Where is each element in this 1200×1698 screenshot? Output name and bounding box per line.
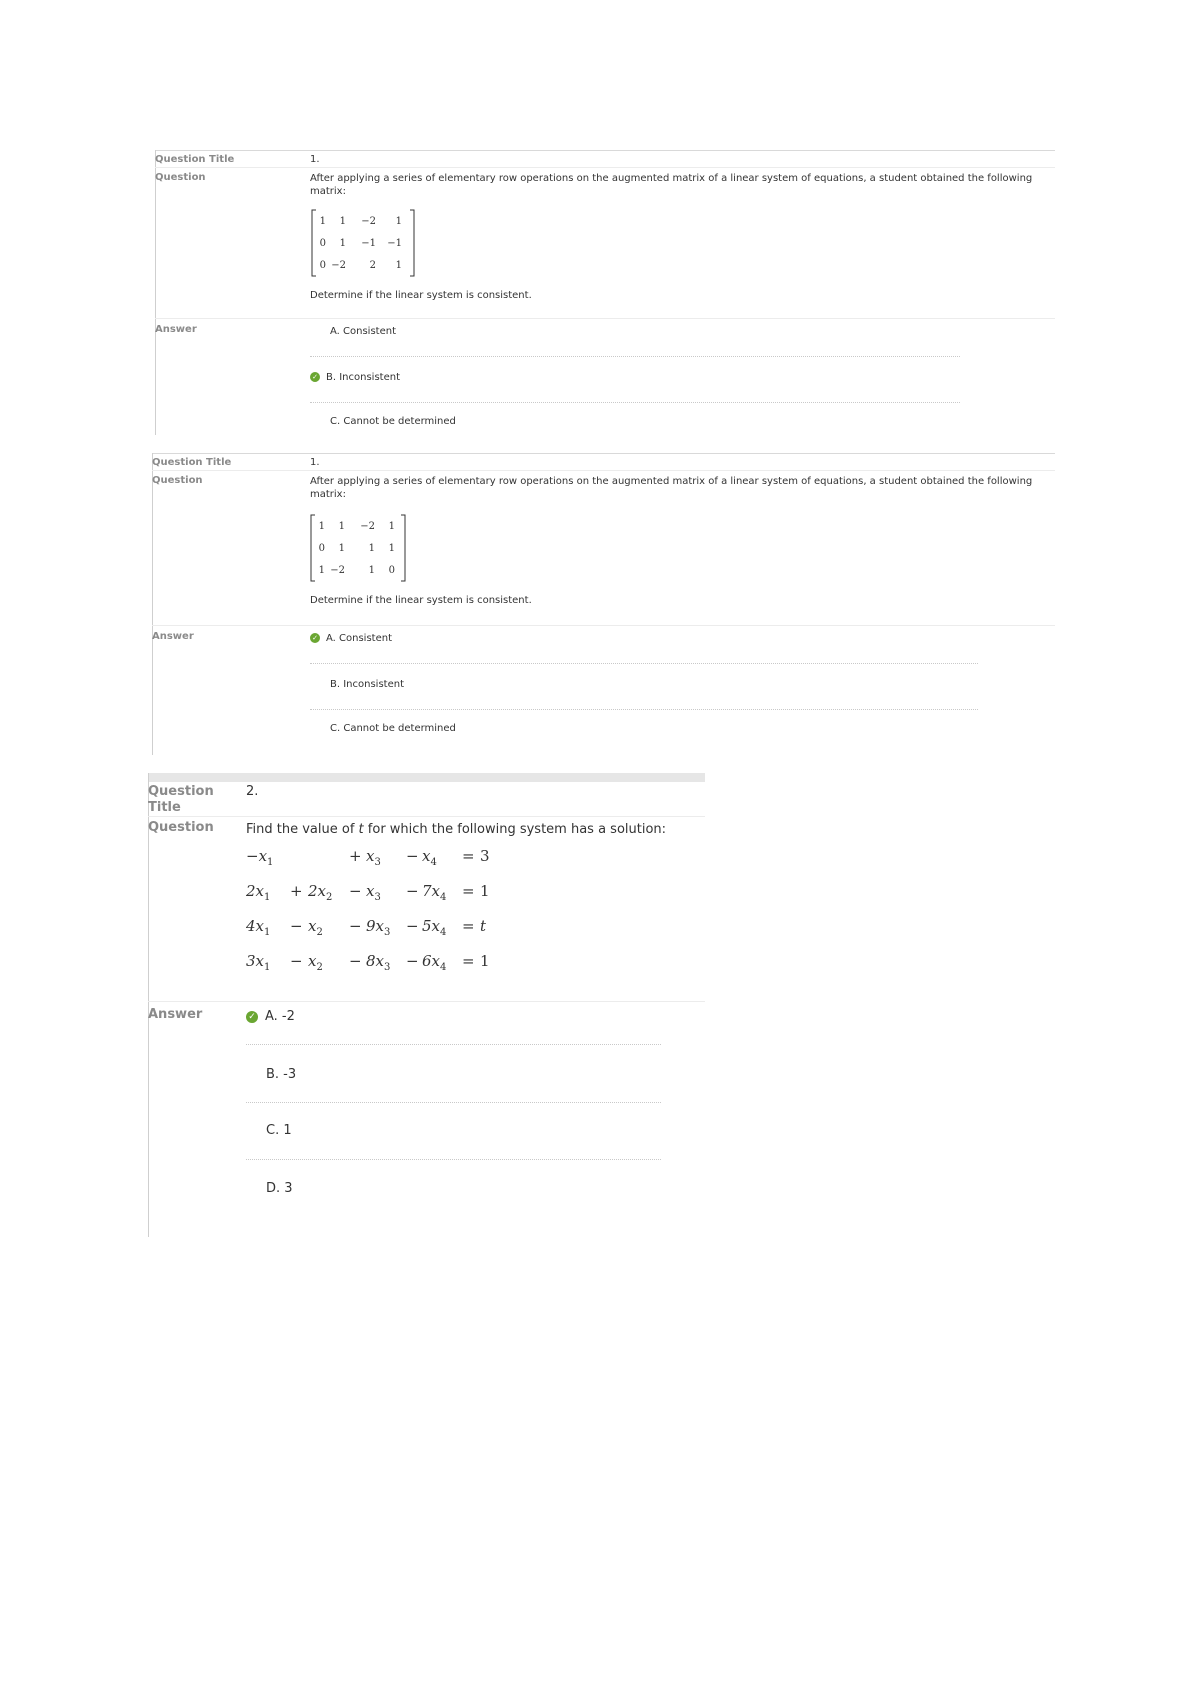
answer-option-label: B. -3 bbox=[266, 1067, 297, 1082]
operator: − bbox=[349, 882, 362, 900]
dotted-divider bbox=[310, 402, 960, 403]
matrix-cell: 1 bbox=[318, 565, 325, 576]
dotted-divider bbox=[310, 709, 978, 710]
variable-t: t bbox=[358, 822, 364, 837]
term-coefficient: 8x bbox=[366, 952, 385, 970]
operator: − bbox=[406, 952, 419, 970]
dotted-divider bbox=[246, 1102, 661, 1103]
term-coefficient: 4x bbox=[246, 917, 265, 935]
question-label: Question bbox=[148, 820, 214, 835]
matrix-cell: −1 bbox=[361, 238, 376, 249]
term-coefficient: 2x bbox=[246, 882, 265, 900]
equals-sign: = bbox=[462, 847, 475, 865]
check-icon: ✓ bbox=[246, 1011, 258, 1023]
matrix-cell: 0 bbox=[388, 565, 395, 576]
equation-row bbox=[246, 952, 546, 982]
answer-option-a[interactable] bbox=[310, 633, 392, 644]
right-hand-side: 3 bbox=[480, 847, 490, 865]
answer-option-a[interactable] bbox=[246, 1009, 295, 1024]
term-subscript: 2 bbox=[326, 892, 333, 903]
answer-option-d[interactable] bbox=[266, 1181, 293, 1196]
answer-option-label: B. Inconsistent bbox=[326, 372, 400, 383]
augmented-matrix bbox=[310, 208, 420, 281]
term bbox=[308, 882, 332, 903]
right-hand-side: 1 bbox=[480, 952, 490, 970]
matrix-left-bracket bbox=[311, 515, 315, 581]
question-title-label: Question Title bbox=[152, 457, 232, 468]
question-block-1 bbox=[155, 150, 1055, 435]
operator: − bbox=[406, 917, 419, 935]
term bbox=[366, 917, 390, 938]
divider bbox=[155, 318, 1055, 319]
term-coefficient: 9x bbox=[366, 917, 385, 935]
divider bbox=[155, 150, 1055, 151]
answer-option-c[interactable] bbox=[266, 1123, 292, 1138]
term-subscript: 4 bbox=[440, 927, 447, 938]
answer-option-b[interactable] bbox=[310, 372, 400, 383]
matrix-cell: −2 bbox=[361, 216, 376, 227]
operator: + bbox=[290, 882, 303, 900]
term-coefficient: −x bbox=[246, 847, 268, 865]
term bbox=[422, 952, 446, 973]
term bbox=[246, 917, 270, 938]
equals-sign: = bbox=[462, 917, 475, 935]
matrix-cell: 1 bbox=[338, 543, 345, 554]
term-coefficient: 6x bbox=[422, 952, 441, 970]
question-title-label-line: Question bbox=[148, 784, 214, 799]
term bbox=[422, 917, 446, 938]
term bbox=[366, 882, 381, 903]
dotted-divider bbox=[246, 1159, 661, 1160]
term bbox=[422, 882, 446, 903]
question-number: 1. bbox=[310, 154, 320, 165]
question-label: Question bbox=[152, 475, 203, 486]
matrix-cells bbox=[319, 521, 395, 576]
term bbox=[246, 847, 273, 868]
equation-row bbox=[246, 917, 546, 947]
term-subscript: 2 bbox=[316, 962, 323, 973]
answer-option-label: C. 1 bbox=[266, 1123, 292, 1138]
term-coefficient: 5x bbox=[422, 917, 441, 935]
dotted-divider bbox=[310, 356, 960, 357]
operator: − bbox=[406, 882, 419, 900]
matrix-cell: 1 bbox=[388, 521, 395, 532]
term-subscript: 1 bbox=[264, 927, 271, 938]
term bbox=[308, 917, 323, 938]
operator: − bbox=[290, 952, 303, 970]
matrix-right-bracket bbox=[401, 515, 405, 581]
matrix-cell: 1 bbox=[395, 216, 402, 227]
question-text: After applying a series of elementary row operations on the augmented matrix of a linear system of equations, a student obtained the following matrix: bbox=[310, 173, 1033, 197]
term bbox=[366, 952, 390, 973]
answer-option-label: A. -2 bbox=[265, 1009, 295, 1024]
term-subscript: 4 bbox=[440, 962, 447, 973]
matrix-cell: −2 bbox=[330, 565, 345, 576]
answer-option-label: C. Cannot be determined bbox=[330, 723, 456, 734]
matrix-cell: −1 bbox=[387, 238, 402, 249]
answer-label: Answer bbox=[155, 324, 197, 335]
augmented-matrix bbox=[309, 513, 409, 586]
term-coefficient: 3x bbox=[246, 952, 265, 970]
divider bbox=[148, 816, 705, 817]
term-coefficient: 2x bbox=[308, 882, 327, 900]
question-label: Question bbox=[155, 172, 206, 183]
question-title-label-line: Title bbox=[148, 800, 181, 815]
matrix-cell: 1 bbox=[339, 216, 346, 227]
matrix-cell: 1 bbox=[368, 565, 375, 576]
dotted-divider bbox=[246, 1044, 661, 1045]
question-text-part: for which the following system has a solution: bbox=[363, 822, 667, 837]
answer-option-label: C. Cannot be determined bbox=[330, 416, 456, 427]
question-number: 2. bbox=[246, 784, 259, 799]
term bbox=[246, 952, 270, 973]
equation-row bbox=[246, 882, 546, 912]
term bbox=[246, 882, 270, 903]
question-text: After applying a series of elementary row operations on the augmented matrix of a linear system of equations, a student obtained the following matrix: bbox=[310, 476, 1033, 500]
matrix-cell: 0 bbox=[318, 543, 325, 554]
term-coefficient: x bbox=[308, 917, 317, 935]
divider bbox=[152, 453, 1055, 454]
matrix-svg bbox=[310, 208, 420, 278]
term-subscript: 1 bbox=[264, 892, 271, 903]
matrix-cell: 1 bbox=[395, 260, 402, 271]
matrix-cell: 0 bbox=[319, 238, 326, 249]
term-subscript: 1 bbox=[264, 962, 271, 973]
term-coefficient: x bbox=[366, 847, 375, 865]
question-block-2 bbox=[152, 453, 1055, 755]
matrix-cell: 2 bbox=[369, 260, 376, 271]
divider bbox=[148, 1001, 705, 1002]
operator: − bbox=[349, 917, 362, 935]
matrix-cell: 1 bbox=[318, 521, 325, 532]
matrix-cell: −2 bbox=[360, 521, 375, 532]
check-icon: ✓ bbox=[310, 372, 320, 382]
term-coefficient: x bbox=[308, 952, 317, 970]
answer-option-label: A. Consistent bbox=[326, 633, 392, 644]
matrix-cell: 1 bbox=[339, 238, 346, 249]
matrix-svg bbox=[309, 513, 409, 583]
matrix-cell: −2 bbox=[331, 260, 346, 271]
term-subscript: 3 bbox=[384, 927, 391, 938]
term-coefficient: x bbox=[366, 882, 375, 900]
term-subscript: 4 bbox=[440, 892, 447, 903]
header-bar bbox=[148, 773, 705, 782]
equals-sign: = bbox=[462, 882, 475, 900]
term-subscript: 3 bbox=[374, 892, 381, 903]
divider bbox=[155, 167, 1055, 168]
divider bbox=[148, 773, 149, 1237]
matrix-cell: 1 bbox=[368, 543, 375, 554]
term-subscript: 1 bbox=[267, 857, 274, 868]
operator: − bbox=[290, 917, 303, 935]
question-text-part: Find the value of bbox=[246, 822, 359, 837]
question-title-label bbox=[148, 784, 214, 816]
divider bbox=[152, 625, 1055, 626]
dotted-divider bbox=[310, 663, 978, 664]
divider bbox=[152, 453, 153, 755]
matrix-left-bracket bbox=[312, 210, 316, 276]
operator: − bbox=[406, 847, 419, 865]
answer-option-c[interactable] bbox=[330, 416, 456, 427]
term-subscript: 4 bbox=[430, 857, 437, 868]
term-subscript: 2 bbox=[316, 927, 323, 938]
matrix-cells bbox=[320, 216, 402, 271]
equation-row bbox=[246, 847, 546, 877]
question-title-label: Question Title bbox=[155, 154, 235, 165]
operator: − bbox=[349, 952, 362, 970]
answer-option-b[interactable] bbox=[266, 1067, 296, 1082]
operator: + bbox=[349, 847, 362, 865]
matrix-cell: 0 bbox=[319, 260, 326, 271]
question-text bbox=[246, 822, 666, 837]
term-subscript: 3 bbox=[374, 857, 381, 868]
question-prompt: Determine if the linear system is consistent. bbox=[310, 290, 532, 301]
answer-option-a[interactable] bbox=[330, 326, 396, 337]
matrix-cell: 1 bbox=[338, 521, 345, 532]
question-block-3 bbox=[148, 773, 705, 1237]
question-number: 1. bbox=[310, 457, 320, 468]
equals-sign: = bbox=[462, 952, 475, 970]
check-icon: ✓ bbox=[310, 633, 320, 643]
answer-option-c[interactable] bbox=[330, 723, 456, 734]
matrix-right-bracket bbox=[410, 210, 414, 276]
question-prompt: Determine if the linear system is consistent. bbox=[310, 595, 532, 606]
term-coefficient: x bbox=[422, 847, 431, 865]
answer-option-b[interactable] bbox=[330, 679, 404, 690]
answer-option-label: D. 3 bbox=[266, 1181, 293, 1196]
term-subscript: 3 bbox=[384, 962, 391, 973]
term bbox=[422, 847, 437, 868]
answer-label: Answer bbox=[148, 1007, 203, 1022]
right-hand-side: 1 bbox=[480, 882, 490, 900]
term bbox=[308, 952, 323, 973]
answer-option-label: A. Consistent bbox=[330, 326, 396, 337]
answer-label: Answer bbox=[152, 631, 194, 642]
matrix-cell: 1 bbox=[319, 216, 326, 227]
term bbox=[366, 847, 381, 868]
right-hand-side: t bbox=[480, 917, 487, 935]
divider bbox=[155, 150, 156, 435]
answer-option-label: B. Inconsistent bbox=[330, 679, 404, 690]
linear-system bbox=[246, 847, 546, 987]
term-coefficient: 7x bbox=[422, 882, 441, 900]
divider bbox=[152, 470, 1055, 471]
matrix-cell: 1 bbox=[388, 543, 395, 554]
